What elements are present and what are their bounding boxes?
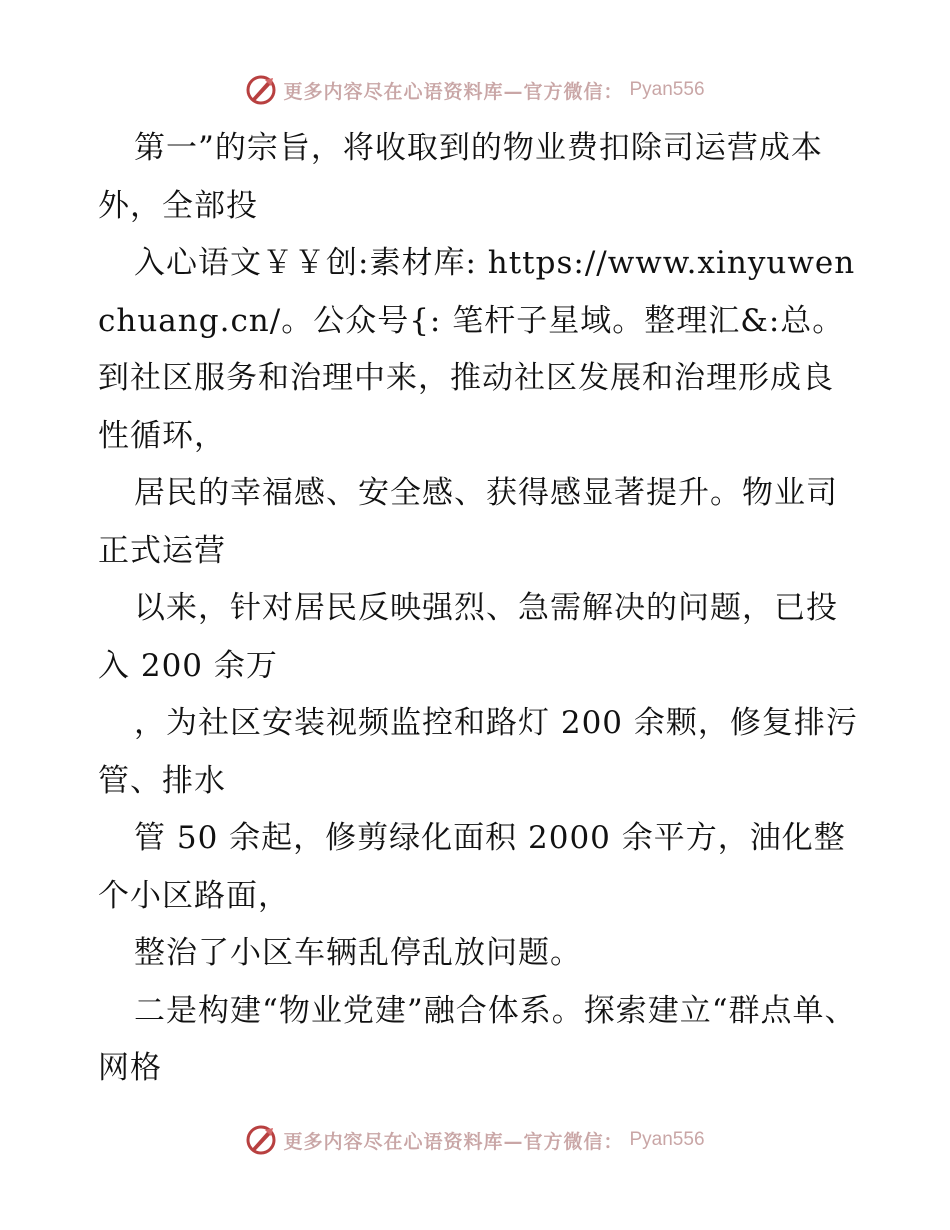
- paragraph: 二是构建“物业党建”融合体系。探索建立“群点单、网格: [98, 992, 857, 1086]
- header-banner-contact: Pyan556: [629, 79, 705, 100]
- document-body: [98, 120, 858, 1098]
- paragraph: 以来，针对居民反映强烈、急需解决的问题，已投入 200 余万: [98, 590, 838, 684]
- footer-banner: [0, 1120, 950, 1160]
- footer-banner-text: 更多内容尽在心语资料库—官方微信：: [283, 1130, 624, 1153]
- paragraph: 管 50 余起，修剪绿化面积 2000 余平方，油化整个小区路面，: [98, 820, 846, 914]
- header-banner: [0, 70, 950, 110]
- paragraph: ，为社区安装视频监控和路灯 200 余颗，修复排污管、排水: [98, 705, 858, 799]
- header-banner-text: 更多内容尽在心语资料库—官方微信：: [283, 80, 624, 103]
- paragraph: 整治了小区车辆乱停乱放问题。: [134, 935, 582, 971]
- feather-pen-logo-icon: [245, 74, 277, 106]
- paragraph: 第一”的宗旨，将收取到的物业费扣除司运营成本外，全部投: [98, 130, 823, 224]
- paragraph: 入心语文￥￥创:素材库: https://www.xinyuwenchuang.cn/。公众号{: 笔杆子星域。整理汇&:总。到社区服务和治理中来，推动社区发展和治理形成良性循环，: [98, 245, 856, 454]
- feather-pen-logo-icon: [245, 1124, 277, 1156]
- paragraph: 居民的幸福感、安全感、获得感显著提升。物业司正式运营: [98, 475, 838, 569]
- footer-banner-contact: Pyan556: [629, 1129, 705, 1150]
